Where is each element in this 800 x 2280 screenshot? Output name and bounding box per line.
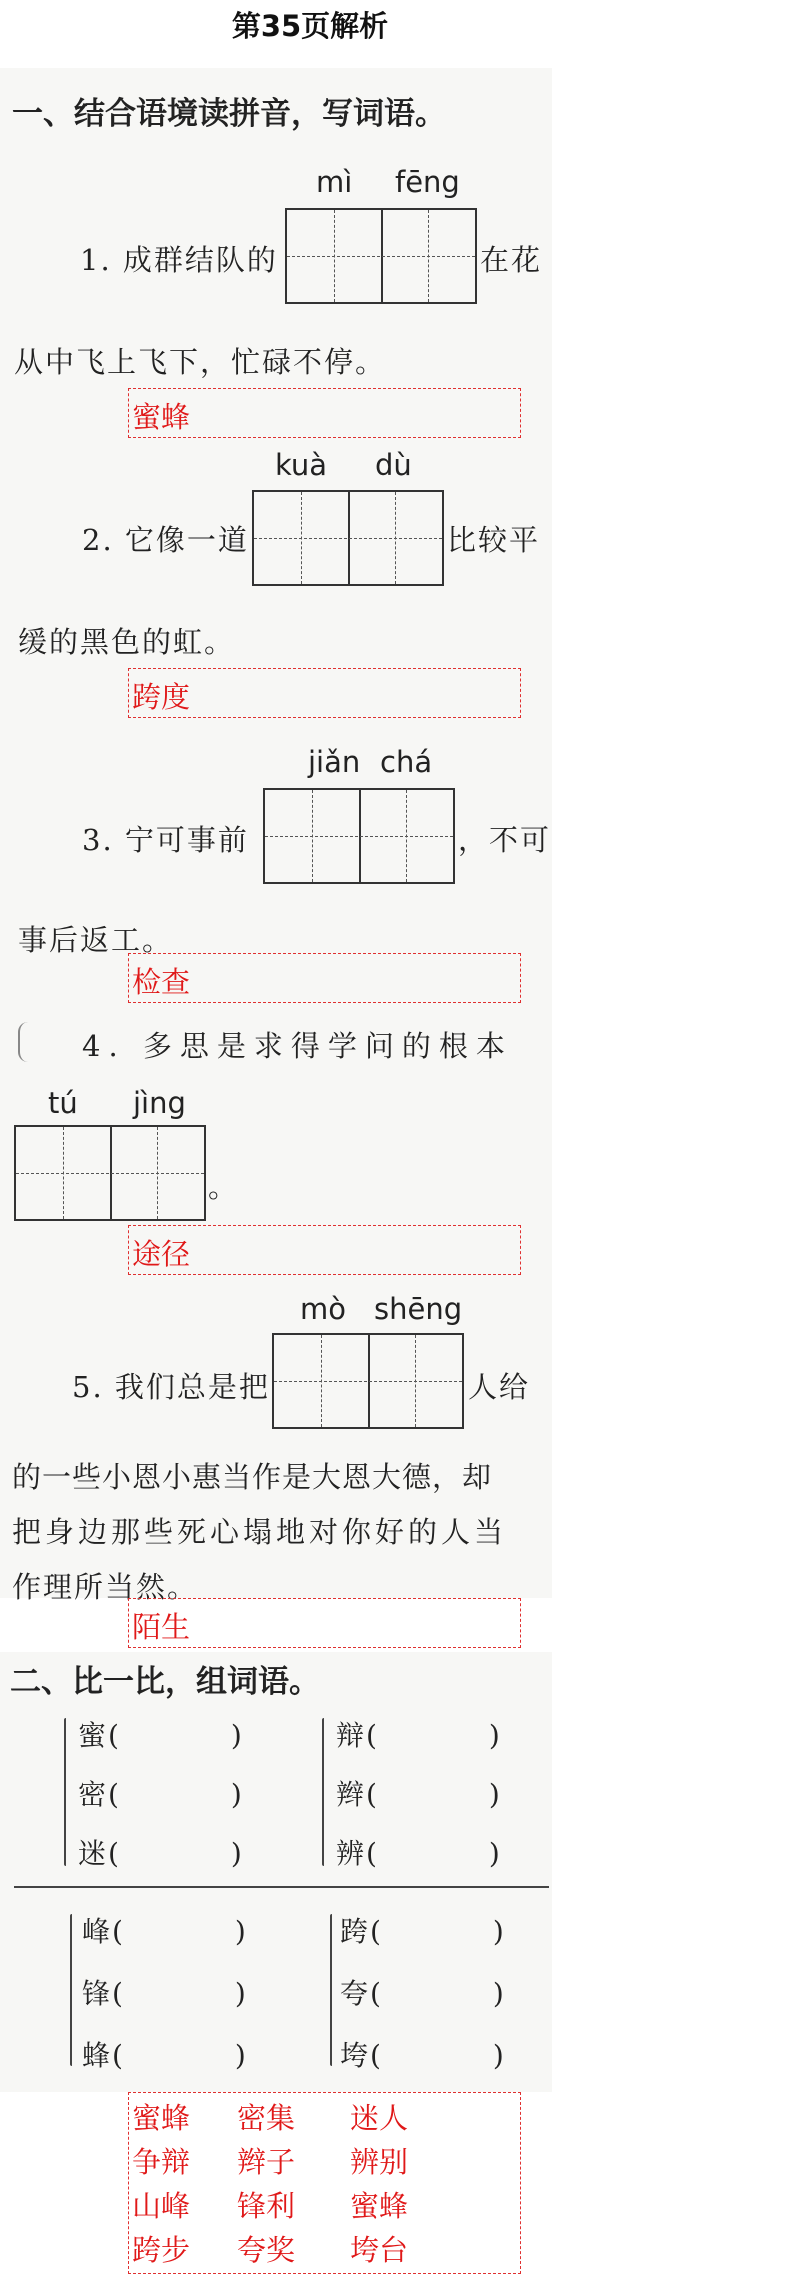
q5-text-line2: 的一些小恩小惠当作是大恩大德，却 xyxy=(12,1460,493,1494)
s2-answer-4-2: 夸奖 xyxy=(237,2233,296,2267)
s2-answer-2-1: 争辩 xyxy=(132,2145,191,2179)
q5-text-line4: 作理所当然。 xyxy=(12,1570,199,1604)
s2-answer-4-3: 垮台 xyxy=(350,2233,409,2267)
q5-pinyin-2: shēng xyxy=(374,1292,463,1326)
group1-char-1: 蜜 xyxy=(78,1719,107,1752)
q3-answer: 检查 xyxy=(132,965,191,999)
group4-paren-1: ( ) xyxy=(370,1915,504,1948)
s2-answer-1-2: 密集 xyxy=(237,2101,296,2135)
q3-text-after: ，不可 xyxy=(458,823,552,857)
q3-writing-grid xyxy=(263,788,455,884)
q3-text-before: 3. 宁可事前 xyxy=(82,823,249,857)
s2-answer-2-2: 辫子 xyxy=(237,2145,296,2179)
group3-paren-2: ( ) xyxy=(112,1977,246,2010)
page-title: 第35页解析 xyxy=(231,9,389,43)
group1-brace xyxy=(64,1718,66,1866)
q2-pinyin-1: kuà xyxy=(275,448,328,482)
group2-char-2: 辫 xyxy=(336,1778,365,1811)
section2-heading: 二、比一比，组词语。 xyxy=(10,1664,320,1700)
group3-paren-1: ( ) xyxy=(112,1915,246,1948)
q4-writing-grid xyxy=(14,1125,206,1221)
q1-writing-grid xyxy=(285,208,477,304)
group4-char-3: 垮 xyxy=(340,2039,369,2072)
s2-answer-1-1: 蜜蜂 xyxy=(132,2101,191,2135)
scan-mark xyxy=(18,1022,32,1062)
group2-paren-3: ( ) xyxy=(366,1837,500,1870)
q1-pinyin-2: fēng xyxy=(395,165,460,199)
group4-char-1: 跨 xyxy=(340,1915,369,1948)
group1-paren-3: ( ) xyxy=(108,1837,242,1870)
q1-pinyin-1: mì xyxy=(316,165,353,199)
s2-answer-2-3: 辨别 xyxy=(350,2145,409,2179)
q5-answer: 陌生 xyxy=(132,1610,191,1644)
group2-char-3: 辨 xyxy=(336,1837,365,1870)
q2-answer: 跨度 xyxy=(132,680,191,714)
q4-answer: 途径 xyxy=(132,1237,191,1271)
s2-answer-3-1: 山峰 xyxy=(132,2189,191,2223)
q5-text-before: 5. 我们总是把 xyxy=(72,1370,270,1404)
q2-writing-grid xyxy=(252,490,444,586)
divider xyxy=(14,1886,549,1888)
group2-brace xyxy=(322,1718,324,1866)
group1-paren-1: ( ) xyxy=(108,1719,242,1752)
q3-pinyin-1: jiǎn xyxy=(308,745,361,779)
q4-text-before: 4. 多思是求得学问的根本 xyxy=(82,1029,513,1063)
q2-text-line2: 缓的黑色的虹。 xyxy=(18,625,236,659)
s2-answer-3-2: 锋利 xyxy=(237,2189,296,2223)
q3-text-line2: 事后返工。 xyxy=(18,923,174,957)
group1-paren-2: ( ) xyxy=(108,1778,242,1811)
q4-text-after: 。 xyxy=(208,1170,240,1204)
q2-text-after: 比较平 xyxy=(447,523,541,557)
q3-pinyin-2: chá xyxy=(380,745,433,779)
group4-paren-3: ( ) xyxy=(370,2039,504,2072)
q1-answer: 蜜蜂 xyxy=(132,400,191,434)
s2-answer-4-1: 跨步 xyxy=(132,2233,191,2267)
section1-heading: 一、结合语境读拼音，写词语。 xyxy=(12,96,446,132)
s2-answer-3-3: 蜜蜂 xyxy=(350,2189,409,2223)
q1-text-line2: 从中飞上飞下，忙碌不停。 xyxy=(14,345,387,379)
q1-text-before: 1. 成群结队的 xyxy=(80,243,278,277)
q5-writing-grid xyxy=(272,1333,464,1429)
group3-char-2: 锋 xyxy=(82,1977,111,2010)
group4-brace xyxy=(330,1914,332,2066)
group1-char-3: 迷 xyxy=(78,1837,107,1870)
q5-pinyin-1: mò xyxy=(300,1292,346,1326)
group3-char-3: 蜂 xyxy=(82,2039,111,2072)
s2-answer-1-3: 迷人 xyxy=(350,2101,409,2135)
q5-text-line3: 把身边那些死心塌地对你好的人当 xyxy=(12,1515,508,1549)
group4-char-2: 夸 xyxy=(340,1977,369,2010)
group2-paren-2: ( ) xyxy=(366,1778,500,1811)
q4-pinyin-1: tú xyxy=(48,1086,78,1120)
group2-paren-1: ( ) xyxy=(366,1719,500,1752)
q2-pinyin-2: dù xyxy=(375,448,412,482)
q4-pinyin-2: jìng xyxy=(133,1086,186,1120)
q5-text-after: 人给 xyxy=(468,1370,531,1404)
group4-paren-2: ( ) xyxy=(370,1977,504,2010)
q1-text-after: 在花 xyxy=(480,243,543,277)
group3-char-1: 峰 xyxy=(82,1915,111,1948)
group3-paren-3: ( ) xyxy=(112,2039,246,2072)
q2-text-before: 2. 它像一道 xyxy=(82,523,249,557)
group2-char-1: 辩 xyxy=(336,1719,365,1752)
group3-brace xyxy=(70,1914,72,2066)
group1-char-2: 密 xyxy=(78,1778,107,1811)
